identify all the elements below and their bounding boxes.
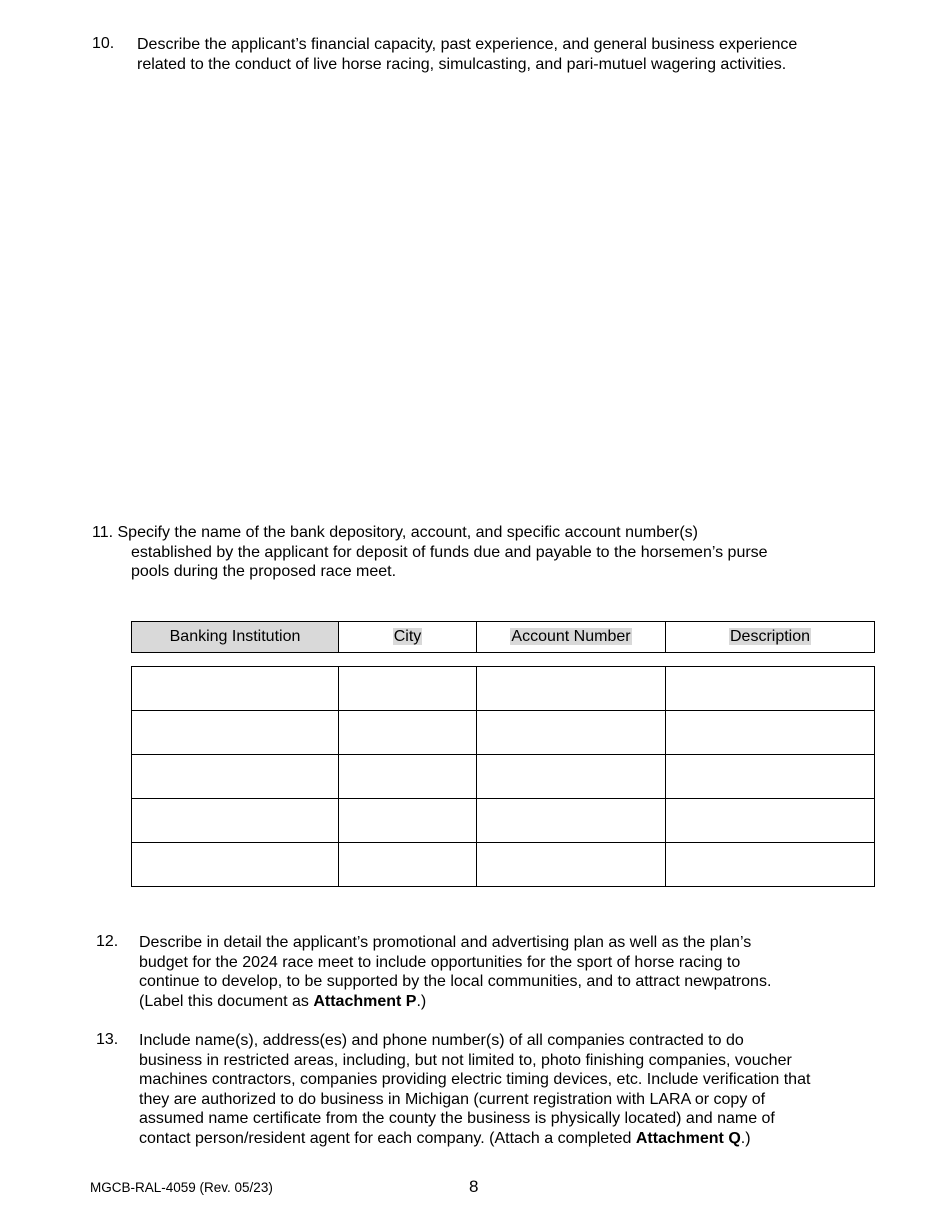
- q13-last-prefix: contact person/resident agent for each company. (Attach a completed: [139, 1129, 636, 1147]
- header-account-number: Account Number: [511, 628, 631, 645]
- page-number: 8: [469, 1177, 479, 1196]
- table-cell-description[interactable]: [666, 667, 875, 711]
- table-cell-account[interactable]: [477, 755, 666, 799]
- table-row: [132, 667, 875, 711]
- q13-line-5: assumed name certificate from the county the business is physically located) and name of: [139, 1110, 775, 1127]
- q13-attachment-label: Attachment Q: [635, 1129, 741, 1147]
- table-cell-bank[interactable]: [132, 711, 339, 755]
- q13-number: 13.: [96, 1031, 119, 1048]
- q12-line-1: Describe in detail the applicant’s promotional and advertising plan as well as the plan’s: [139, 934, 752, 951]
- table-cell-bank[interactable]: [132, 667, 339, 711]
- header-description: Description: [729, 628, 811, 645]
- table-cell-description[interactable]: [666, 711, 875, 755]
- q11-line-3: pools during the proposed race meet.: [131, 563, 397, 580]
- q12-attachment-label: Attachment P: [313, 992, 417, 1010]
- q10-number: 10.: [92, 35, 115, 52]
- header-description-cell: [666, 622, 875, 653]
- q13-line-3: machines contractors, companies providing electric timing devices, etc. Include verification that: [139, 1071, 811, 1088]
- q12-line-2: budget for the 2024 race meet to include opportunities for the sport of horse racing to: [139, 953, 741, 971]
- q11-line-1: 11. Specify the name of the bank depository, account, and specific account number(s): [92, 524, 698, 541]
- header-city-cell: [339, 622, 477, 653]
- table-row: [132, 755, 875, 799]
- table-cell-account[interactable]: [477, 667, 666, 711]
- table-cell-city[interactable]: [339, 667, 477, 711]
- header-account-number-cell: [477, 622, 666, 653]
- table-row: [132, 711, 875, 755]
- table-cell-description[interactable]: [666, 843, 875, 887]
- q11-line-2: established by the applicant for deposit of funds due and payable to the horsemen’s purse: [131, 543, 768, 561]
- form-id: MGCB-RAL-4059 (Rev. 05/23): [90, 1180, 273, 1195]
- q12-text: [139, 933, 771, 1011]
- q12-line-3: continue to develop, to be supported by the local communities, and to attract newpatrons.: [139, 973, 772, 990]
- q13-last-suffix: .): [740, 1129, 751, 1147]
- q13-line-2: business in restricted areas, including, but not limited to, photo finishing companies, voucher: [139, 1051, 792, 1069]
- q11-text: [92, 523, 768, 582]
- bank-table-body: [131, 666, 875, 887]
- q10-line-2: related to the conduct of live horse racing, simulcasting, and pari-mutuel wagering activities.: [137, 55, 787, 73]
- q10-text: [137, 35, 797, 74]
- q12-last-suffix: .): [416, 992, 427, 1010]
- q13-line-4: they are authorized to do business in Michigan (current registration with LARA or copy of: [139, 1090, 766, 1108]
- table-cell-city[interactable]: [339, 799, 477, 843]
- header-city: City: [393, 628, 422, 645]
- header-banking-institution: Banking Institution: [132, 622, 339, 653]
- q10-line-1: Describe the applicant’s financial capacity, past experience, and general business experience: [137, 36, 798, 53]
- table-cell-city[interactable]: [339, 755, 477, 799]
- table-cell-city[interactable]: [339, 843, 477, 887]
- table-row: [132, 843, 875, 887]
- table-cell-bank[interactable]: [132, 799, 339, 843]
- table-cell-account[interactable]: [477, 799, 666, 843]
- q12-line-4: [139, 992, 771, 1012]
- bank-table-header: [131, 621, 875, 653]
- table-cell-description[interactable]: [666, 799, 875, 843]
- table-cell-city[interactable]: [339, 711, 477, 755]
- table-cell-bank[interactable]: [132, 843, 339, 887]
- q13-line-6: [139, 1129, 810, 1149]
- table-cell-bank[interactable]: [132, 755, 339, 799]
- q13-line-1: Include name(s), address(es) and phone number(s) of all companies contracted to do: [139, 1032, 744, 1049]
- q13-text: [139, 1031, 810, 1148]
- table-cell-description[interactable]: [666, 755, 875, 799]
- table-cell-account[interactable]: [477, 843, 666, 887]
- q12-last-prefix: (Label this document as: [139, 992, 314, 1010]
- q12-number: 12.: [96, 933, 119, 950]
- table-cell-account[interactable]: [477, 711, 666, 755]
- table-row: [132, 799, 875, 843]
